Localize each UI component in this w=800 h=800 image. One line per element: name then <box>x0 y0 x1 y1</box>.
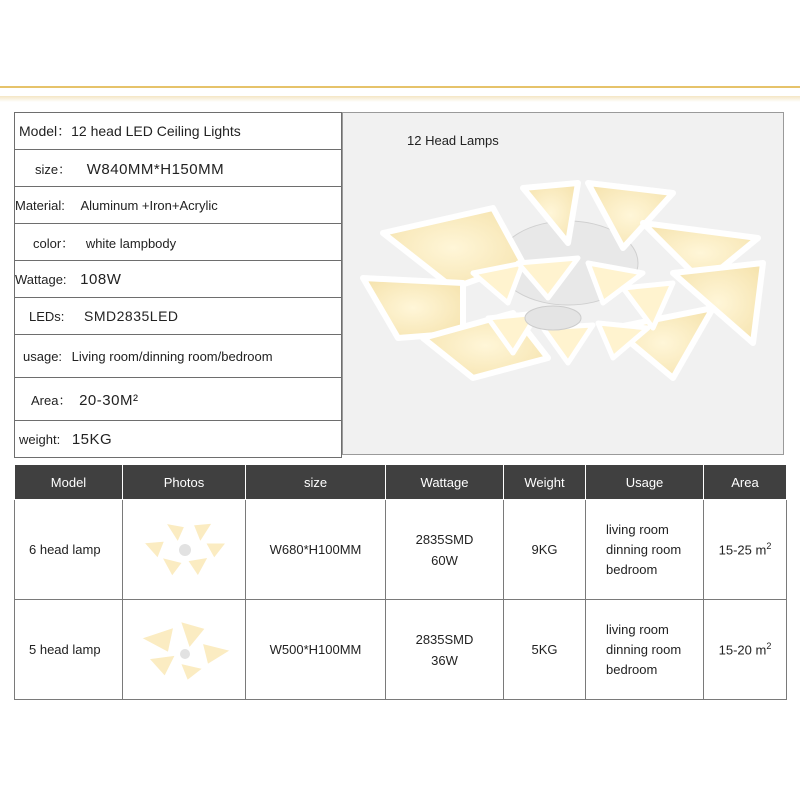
row-area-unit: 2 <box>766 541 772 552</box>
row-area-unit: 2 <box>766 641 772 652</box>
comparison-table <box>14 464 787 700</box>
color-label: color： <box>33 235 75 251</box>
spec-row-material <box>15 187 342 224</box>
row-wattage-type: 2835SMD <box>415 531 474 547</box>
header-photos: Photos <box>123 465 246 500</box>
six-head-lamp-thumbnail <box>134 512 234 584</box>
spec-row-weight <box>15 421 342 458</box>
top-gold-fade <box>0 96 800 102</box>
row-photo <box>123 500 246 600</box>
material-label: Material: <box>15 197 65 213</box>
row-model: 6 head lamp <box>15 500 123 600</box>
spec-row-usage <box>15 335 342 378</box>
product-photo <box>342 112 784 455</box>
row-size: W680*H100MM <box>246 500 386 600</box>
spec-row-leds <box>15 298 342 335</box>
five-head-lamp-thumbnail <box>129 612 239 684</box>
row-wattage <box>386 500 504 600</box>
spec-row-size <box>15 150 342 187</box>
row-weight: 9KG <box>504 500 586 600</box>
weight-value: 15KG <box>71 430 113 448</box>
header-size: size <box>246 465 386 500</box>
wattage-value: 108W <box>80 270 122 288</box>
row-wattage-type: 2835SMD <box>415 631 474 647</box>
header-usage: Usage <box>586 465 704 500</box>
image-caption: 12 Head Lamps <box>407 133 499 148</box>
row-area <box>704 500 787 600</box>
area-value: 20-30M² <box>79 391 139 409</box>
leds-value: SMD2835LED <box>84 308 179 324</box>
row-area-value: 15-25 m <box>718 542 767 558</box>
row-area <box>704 600 787 700</box>
row-model: 5 head lamp <box>15 600 123 700</box>
table-row <box>15 500 787 600</box>
row-weight: 5KG <box>504 600 586 700</box>
spec-row-color <box>15 224 342 261</box>
spec-row-area <box>15 378 342 421</box>
row-wattage-power: 60W <box>431 552 458 568</box>
weight-label: weight: <box>19 431 61 447</box>
row-photo <box>123 600 246 700</box>
header-weight: Weight <box>504 465 586 500</box>
model-value: 12 head LED Ceiling Lights <box>71 123 241 139</box>
usage-label: usage: <box>23 348 63 364</box>
row-wattage <box>386 600 504 700</box>
material-value: Aluminum +Iron+Acrylic <box>80 197 218 213</box>
header-row <box>15 465 787 500</box>
row-usage <box>586 600 704 700</box>
top-gold-line <box>0 86 800 88</box>
size-value: W840MM*H150MM <box>86 160 225 178</box>
row-area-value: 15-20 m <box>718 642 767 658</box>
model-label: Model： <box>19 123 72 139</box>
table-row <box>15 600 787 700</box>
spec-row-wattage <box>15 261 342 298</box>
row-usage-1: living room <box>606 521 669 537</box>
row-usage-3: bedroom <box>606 661 658 677</box>
row-wattage-power: 36W <box>431 652 458 668</box>
size-label: size： <box>35 161 72 177</box>
header-model: Model <box>15 465 123 500</box>
header-area: Area <box>704 465 787 500</box>
row-usage <box>586 500 704 600</box>
wattage-label: Wattage: <box>15 271 67 287</box>
row-size: W500*H100MM <box>246 600 386 700</box>
row-usage-2: dinning room <box>606 541 682 557</box>
color-value: white lampbody <box>85 235 177 251</box>
leds-label: LEDs: <box>29 309 65 324</box>
lamp-illustration <box>343 113 785 456</box>
row-usage-3: bedroom <box>606 561 658 577</box>
area-label: Area： <box>31 392 72 408</box>
usage-value: Living room/dinning room/bedroom <box>71 348 273 364</box>
spec-table <box>14 112 342 458</box>
row-usage-1: living room <box>606 621 669 637</box>
row-usage-2: dinning room <box>606 641 682 657</box>
header-wattage: Wattage <box>386 465 504 500</box>
spec-row-model <box>15 113 342 150</box>
